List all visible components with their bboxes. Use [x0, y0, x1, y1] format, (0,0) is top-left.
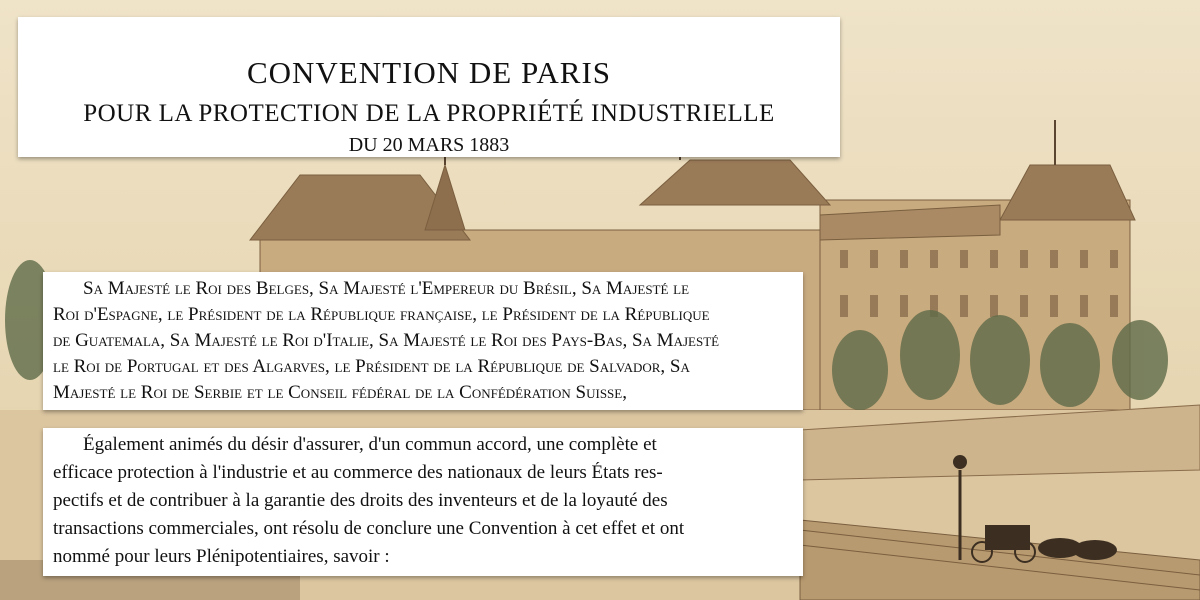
document-subtitle: POUR LA PROTECTION DE LA PROPRIÉTÉ INDUSTRIELLE	[83, 100, 775, 127]
parties-line: Sa Majesté le Roi des Belges, Sa Majesté l'Empereur du Brésil, Sa Majesté le	[83, 278, 690, 299]
document-title: CONVENTION DE PARIS	[246, 55, 612, 90]
parties-line: Majesté le Roi de Serbie et le Conseil fédéral de la Confédération Suisse,	[53, 382, 627, 403]
preamble-line: pectifs et de contribuer à la garantie des droits des inventeurs et de la loyauté des	[53, 490, 668, 511]
preamble-line: Également animés du désir d'assurer, d'un commun accord, une complète et	[83, 434, 657, 455]
title-card	[18, 17, 840, 157]
preamble-line: transactions commerciales, ont résolu de conclure une Convention à cet effet et ont	[53, 518, 685, 539]
preamble-line: nommé pour leurs Plénipotentiaires, savoir :	[53, 546, 390, 567]
parties-line: de Guatemala, Sa Majesté le Roi d'Italie, Sa Majesté le Roi des Pays-Bas, Sa Majesté	[53, 330, 720, 351]
preamble-line: efficace protection à l'industrie et au commerce des nationaux de leurs États res-	[53, 462, 663, 483]
parties-line: Roi d'Espagne, le Président de la République française, le Président de la République	[53, 304, 710, 325]
parties-line: le Roi de Portugal et des Algarves, le Président de la République de Salvador, Sa	[53, 356, 690, 377]
preamble-card	[43, 428, 803, 576]
parties-card	[43, 272, 803, 410]
document-date: DU 20 MARS 1883	[348, 134, 510, 156]
